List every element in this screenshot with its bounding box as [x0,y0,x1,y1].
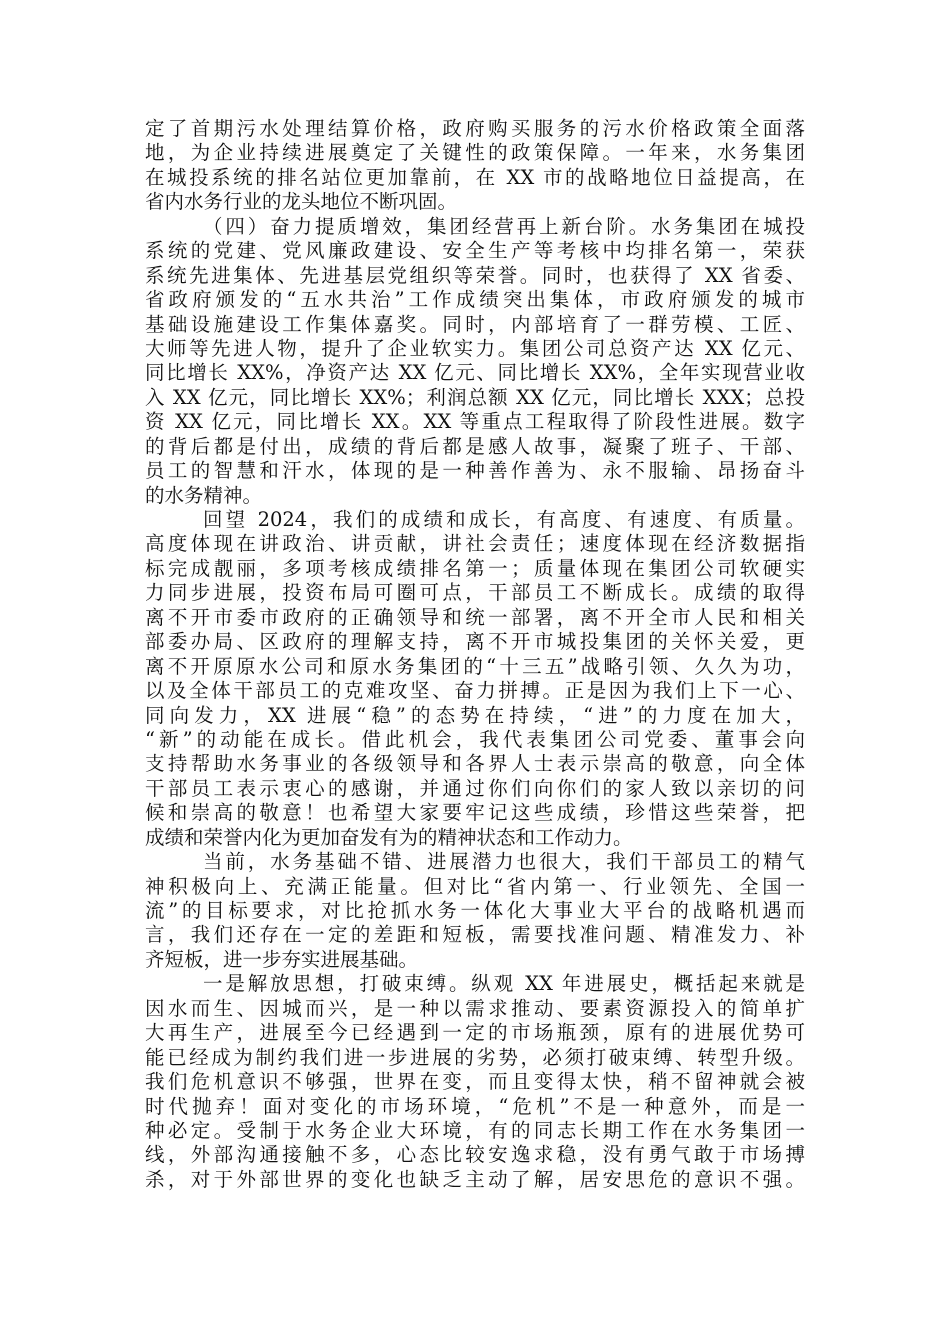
text-line: “新”的动能在成长。借此机会，我代表集团公司党委、董事会向 [145,727,805,751]
text-line: 的背后都是付出，成绩的背后都是感人故事，凝聚了班子、干部、 [145,434,805,458]
text-line: 回望 2024，我们的成绩和成长，有高度、有速度、有质量。 [203,508,805,531]
text-line: 地，为企业持续进展奠定了关键性的政策保障。一年来，水务集团 [145,141,805,165]
text-line: 神积极向上、充满正能量。但对比“省内第一、行业领先、全国一 [145,874,805,898]
text-line: 我们危机意识不够强，世界在变，而且变得太快，稍不留神就会被 [145,1070,805,1094]
text-line: 离不开原原水公司和原水务集团的“十三五”战略引领、久久为功， [145,654,805,678]
text-line: 离不开市委市政府的正确领导和统一部署，离不开全市人民和相关 [145,605,805,629]
text-line: 当前，水务基础不错、进展潜力也很大，我们干部员工的精气 [203,850,805,874]
text-line: 入 XX 亿元，同比增长 XX%；利润总额 XX 亿元，同比增长 XXX；总投 [145,385,805,409]
text-line: 线，外部沟通接触不多，心态比较安逸求稳，没有勇气敢于市场搏 [145,1143,805,1167]
text-line: 能已经成为制约我们进一步进展的劣势，必须打破束缚、转型升级。 [145,1045,805,1069]
text-line: 基础设施建设工作集体嘉奖。同时，内部培育了一群劳模、工匠、 [145,312,805,336]
text-line: 的水务精神。 [145,483,263,507]
text-line: 同向发力，XX 进展“稳”的态势在持续，“进”的力度在加大， [145,703,805,727]
text-line: 高度体现在讲政治、讲贡献，讲社会责任；速度体现在经济数据指 [145,532,805,556]
text-line: 省内水务行业的龙头地位不断巩固。 [145,190,458,214]
text-line: （四）奋力提质增效，集团经营再上新台阶。水务集团在城投 [203,214,805,238]
text-line: 大师等先进人物，提升了企业软实力。集团公司总资产达 XX 亿元、 [145,336,805,360]
text-line: 同比增长 XX%，净资产达 XX 亿元、同比增长 XX%，全年实现营业收 [145,361,805,385]
text-line: 省政府颁发的“五水共治”工作成绩突出集体，市政府颁发的城市 [145,288,805,312]
text-line: 定了首期污水处理结算价格，政府购买服务的污水价格政策全面落 [145,117,805,140]
text-line: 流”的目标要求，对比抢抓水务一体化大事业大平台的战略机遇而 [145,899,805,922]
text-line: 力同步进展，投资布局可圈可点，干部员工不断成长。成绩的取得 [145,581,805,605]
text-line: 员工的智慧和汗水，体现的是一种善作善为、永不服输、昂扬奋斗 [145,459,805,483]
text-line: 标完成靓丽，多项考核成绩排名第一；质量体现在集团公司软硬实 [145,556,805,580]
text-line: 大再生产，进展至今已经遇到一定的市场瓶颈，原有的进展优势可 [145,1021,805,1045]
text-line: 因水而生、因城而兴，是一种以需求推动、要素资源投入的简单扩 [145,996,805,1020]
text-line: 系统先进集体、先进基层党组织等荣誉。同时，也获得了 XX 省委、 [145,263,805,287]
text-line: 资 XX 亿元，同比增长 XX。XX 等重点工程取得了阶段性进展。数字 [145,410,805,434]
text-line: 时代抛弃！面对变化的市场环境，“危机”不是一种意外，而是一 [145,1094,805,1118]
text-line: 系统的党建、党风廉政建设、安全生产等考核中均排名第一，荣获 [145,239,805,263]
text-line: 以及全体干部员工的克难攻坚、奋力拼搏。正是因为我们上下一心、 [145,679,805,703]
text-line: 齐短板，进一步夯实进展基础。 [145,947,419,971]
text-line: 种必定。受制于水务企业大环境，有的同志长期工作在水务集团一 [145,1118,805,1142]
text-line: 支持帮助水务事业的各级领导和各界人士表示崇高的敬意，向全体 [145,752,805,776]
text-line: 在城投系统的排名站位更加靠前，在 XX 市的战略地位日益提高，在 [145,165,805,189]
body-text [145,117,805,1192]
text-line: 杀，对于外部世界的变化也缺乏主动了解，居安思危的意识不强。 [145,1167,805,1191]
text-line: 言，我们还存在一定的差距和短板，需要找准问题、精准发力、补 [145,923,805,947]
text-line: 干部员工表示衷心的感谢，并通过你们向你们的家人致以亲切的问 [145,776,805,800]
text-line: 部委办局、区政府的理解支持，离不开市城投集团的关怀关爱，更 [145,630,805,654]
text-line: 成绩和荣誉内化为更加奋发有为的精神状态和工作动力。 [145,825,633,849]
text-line: 一是解放思想，打破束缚。纵观 XX 年进展史，概括起来就是 [203,972,805,996]
text-line: 候和崇高的敬意！也希望大家要牢记这些成绩，珍惜这些荣誉，把 [145,801,805,825]
